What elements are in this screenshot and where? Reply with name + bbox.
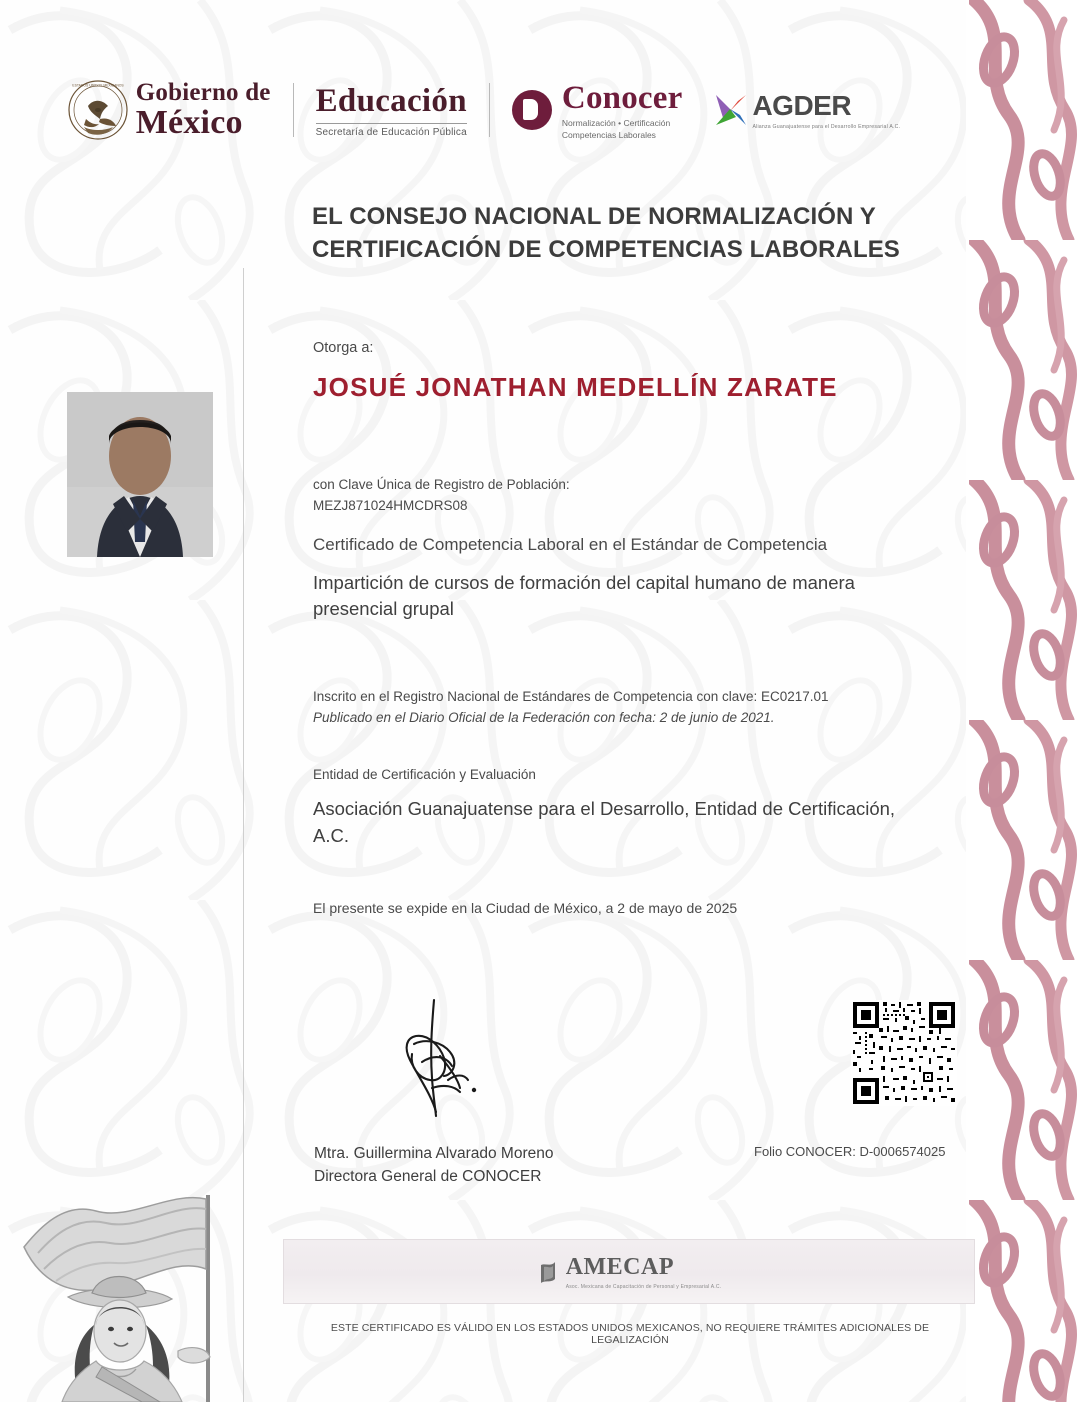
educacion-subtitle: Secretaría de Educación Pública: [316, 123, 467, 138]
folio-text: Folio CONOCER: D-0006574025: [754, 1144, 946, 1159]
agder-subtitle: Alianza Guanajuatense para el Desarrollo Empresarial A.C.: [752, 124, 901, 130]
registry-line: Inscrito en el Registro Nacional de Estándares de Competencia con clave: EC0217.01: [313, 689, 829, 705]
amecap-mark-icon: [537, 1259, 559, 1285]
qr-code: [851, 1000, 957, 1106]
signer-name: Mtra. Guillermina Alvarado Moreno: [314, 1145, 554, 1162]
curp-label: con Clave Única de Registro de Población:: [313, 477, 570, 492]
curp-value: MEZJ871024HMCDRS08: [313, 498, 468, 513]
logo-gobierno-de-mexico: [54, 70, 285, 150]
registry-block: [313, 687, 973, 729]
logo-educacion: [302, 70, 481, 150]
educacion-text: [316, 83, 467, 138]
amecap-text: [566, 1254, 722, 1290]
educacion-title: Educación: [315, 82, 467, 119]
issued-line: El presente se expide en la Ciudad de México, a 2 de mayo de 2025: [313, 899, 738, 916]
signer-role: Directora General de CONOCER: [314, 1168, 542, 1186]
logo-separator-1: [293, 83, 294, 137]
entity-name: Asociación Guanajuatense para el Desarrollo, Entidad de Certificación, A.C.: [313, 798, 896, 846]
conocer-subtitle-1: Normalización • Certificación: [561, 117, 671, 128]
conocer-title: Conocer: [561, 79, 683, 116]
gobierno-line2: México: [135, 104, 243, 141]
portrait-photo-image: [67, 392, 213, 557]
amecap-name: AMECAP: [565, 1253, 675, 1280]
published-line: Publicado en el Diario Oficial de la Federación con fecha: 2 de junio de 2021.: [313, 710, 775, 726]
vertical-divider: [243, 268, 244, 1402]
qr-code-image: [851, 1000, 957, 1106]
logo-separator-2: [489, 83, 490, 137]
amecap-strip: [283, 1239, 975, 1304]
handwritten-signature: [388, 992, 498, 1122]
gobierno-text: [136, 80, 271, 140]
agder-text-wrap: [752, 90, 900, 130]
conocer-subtitle-2: Competencias Laborales: [561, 129, 656, 140]
logo-agder: [696, 70, 914, 150]
standard-name: Impartición de cursos de formación del capital humano de manera presencial grupal: [313, 571, 855, 620]
agder-title: AGDER: [752, 90, 852, 121]
amecap-subtitle: Asoc. Mexicana de Capacitación de Personal y Empresarial A.C.: [565, 1283, 722, 1290]
certificate-body: [313, 340, 973, 916]
recipient-name: JOSUÉ JONATHAN MEDELLÍN ZARATE: [313, 372, 838, 402]
conocer-mark-icon: [512, 90, 552, 130]
agder-x-icon: [710, 89, 752, 131]
signer-block: [314, 1142, 554, 1189]
awards-label: Otorga a:: [313, 340, 374, 356]
header-logos: [0, 62, 968, 158]
logo-conocer: [498, 70, 697, 150]
portrait-photo: [67, 392, 213, 557]
decorative-side-band: [969, 0, 1077, 1402]
certificate-line: Certificado de Competencia Laboral en el Estándar de Competencia: [313, 535, 828, 554]
adelita-flag-illustration: [10, 1185, 242, 1402]
gobierno-line1: Gobierno de: [135, 79, 271, 106]
conocer-text: [562, 80, 683, 140]
legal-note: ESTE CERTIFICADO ES VÁLIDO EN LOS ESTADOS UNIDOS MEXICANOS, NO REQUIERE TRÁMITES ADICIONALES DE LEGALIZACIÓN: [330, 1322, 930, 1346]
page-title: EL CONSEJO NACIONAL DE NORMALIZACIÓN Y CERTIFICACIÓN DE COMPETENCIAS LABORALES: [312, 203, 900, 264]
amecap-logo: [537, 1254, 722, 1290]
entity-label: Entidad de Certificación y Evaluación: [313, 767, 536, 783]
mexican-eagle-seal-icon: [68, 79, 128, 141]
svg-text:ESTADOS UNIDOS MEXICANOS: ESTADOS UNIDOS MEXICANOS: [72, 83, 124, 88]
